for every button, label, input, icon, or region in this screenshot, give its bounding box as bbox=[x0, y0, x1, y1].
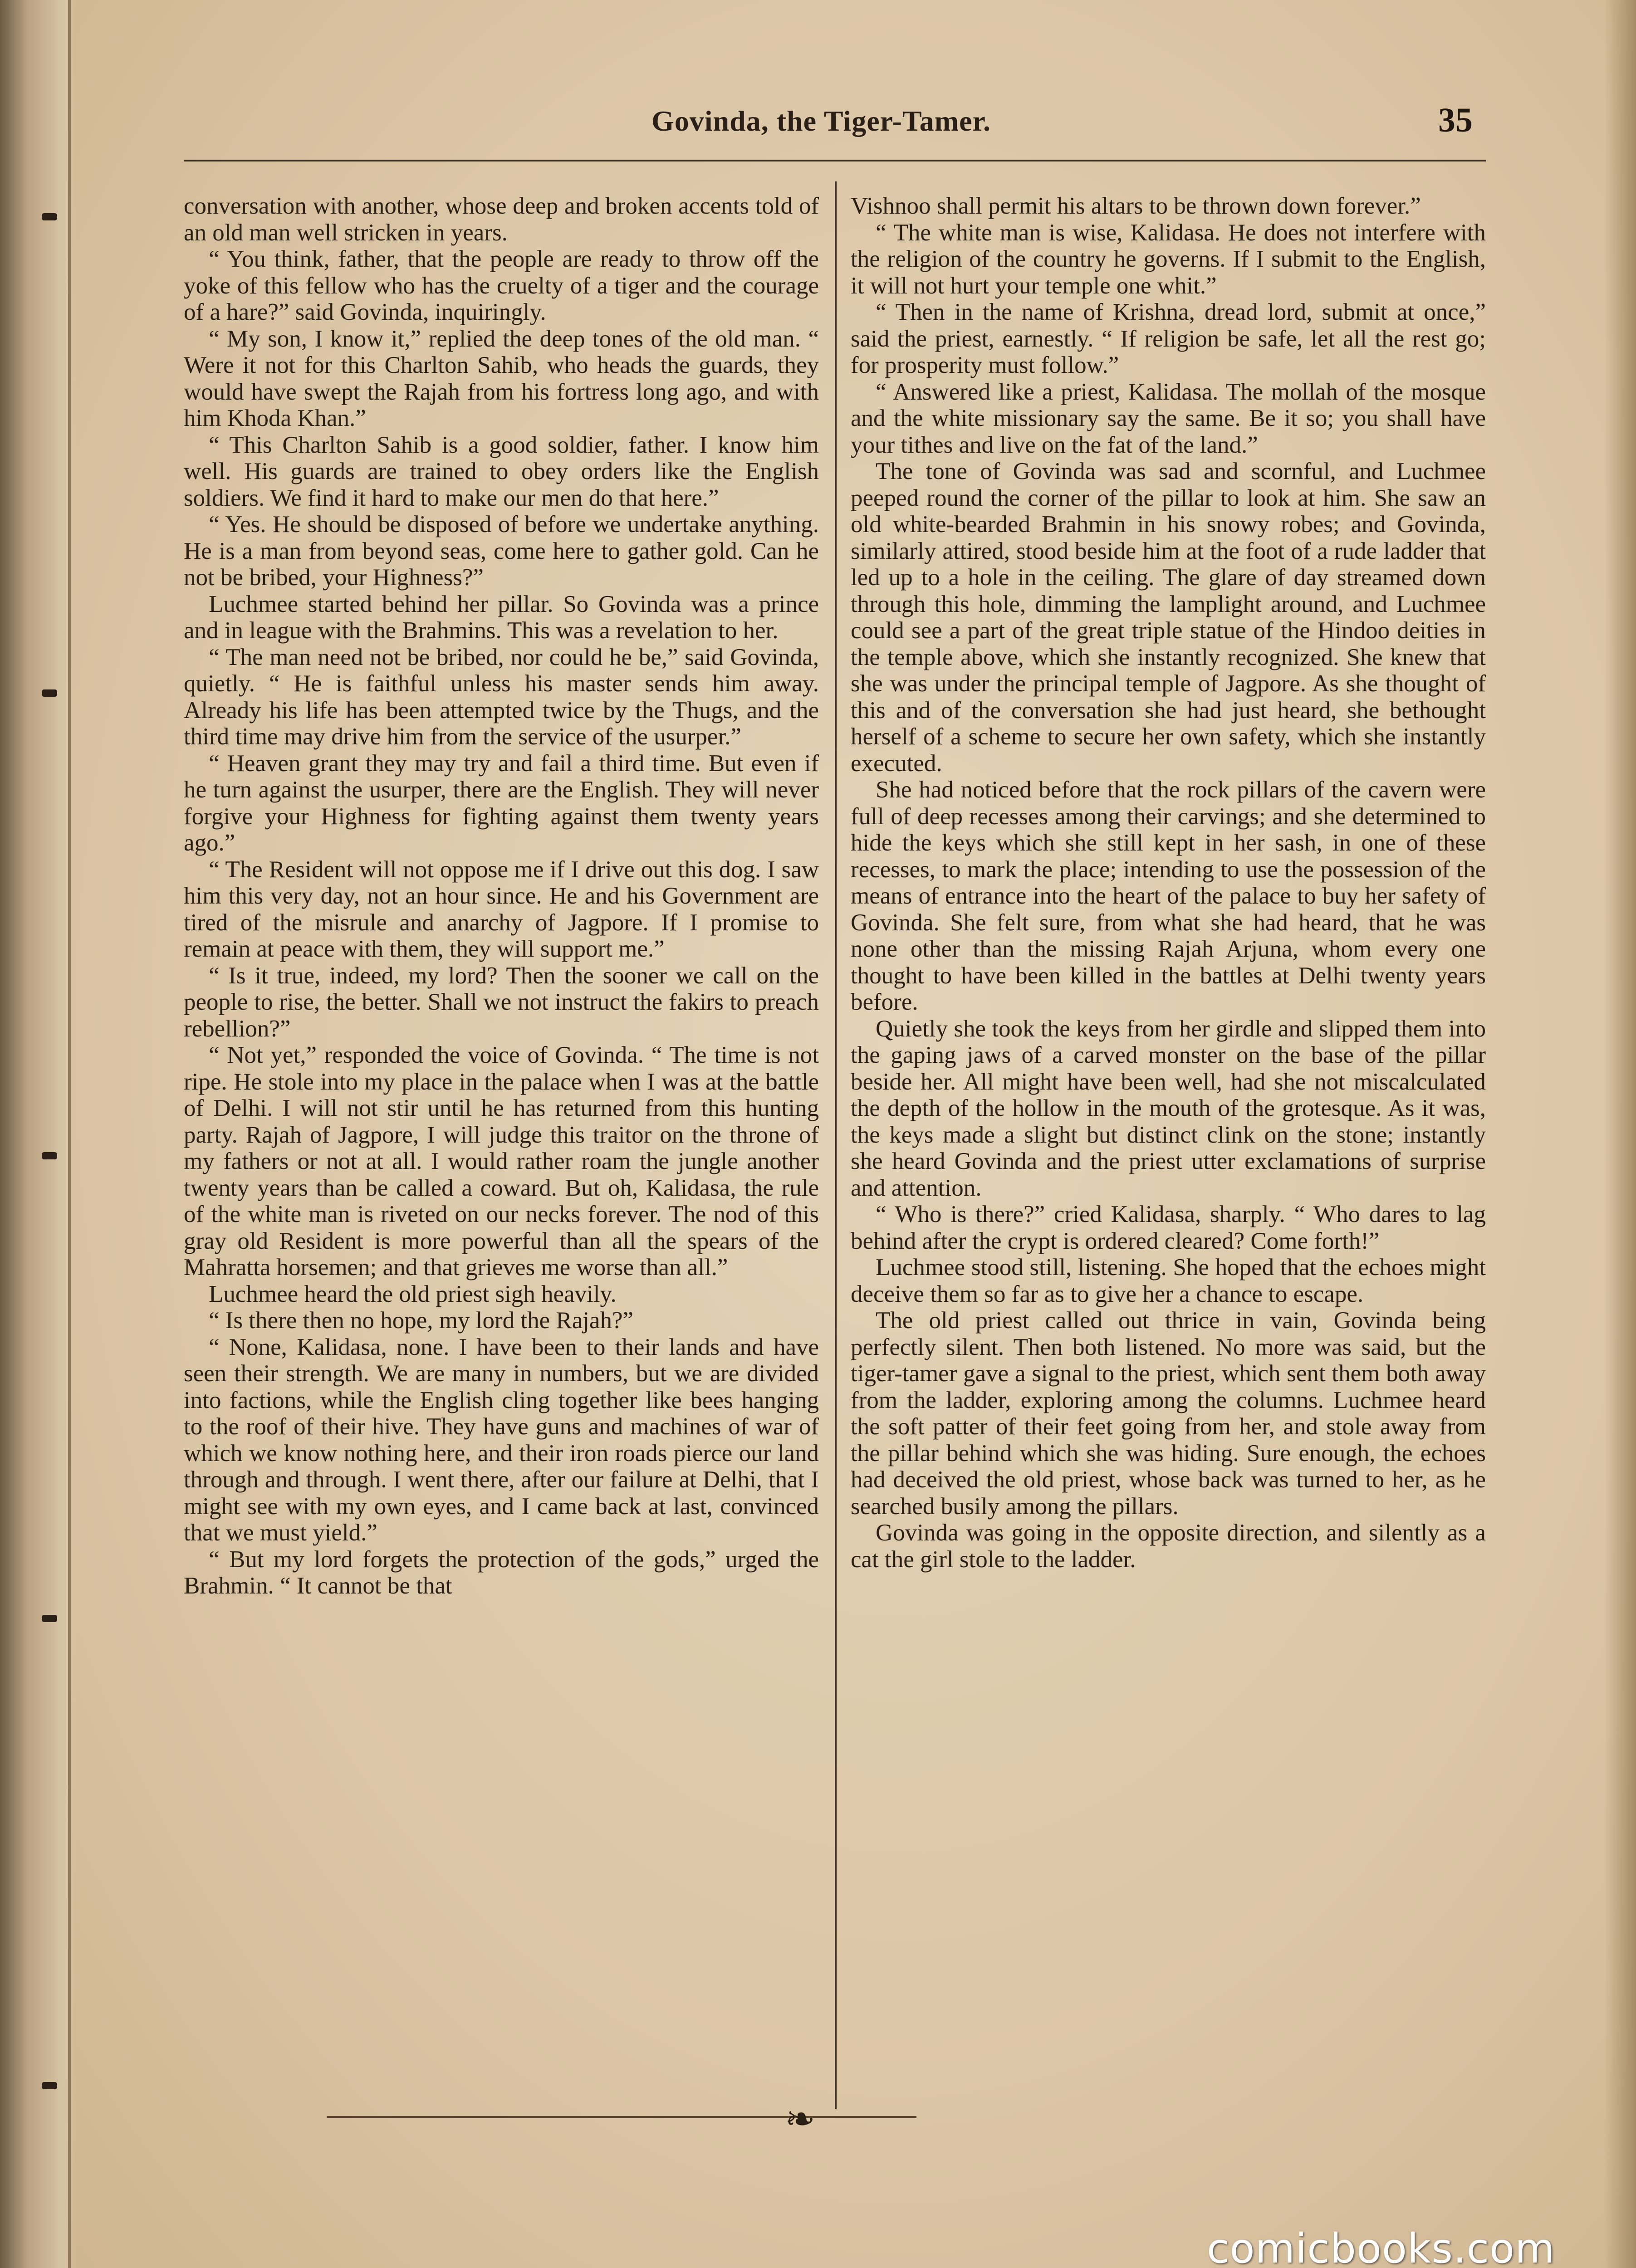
page-number: 35 bbox=[1438, 101, 1473, 139]
paragraph: “ Is it true, indeed, my lord? Then the sooner we call on the people to rise, the better. Shall we not instruct the fakirs to preach rebellion?” bbox=[184, 962, 819, 1042]
paragraph: Luchmee heard the old priest sigh heavily. bbox=[209, 1281, 617, 1307]
paragraph: The old priest called out thrice in vain, Govinda being perfectly silent. Then both listened. No more was said, but the tiger-tamer gave a signal to the priest, which sent them both away from the ladder, exploring among the columns. Luchmee heard the soft patter of their feet going from her, and stole away from the pillar behind which she was hiding. Sure enough, the echoes had deceived the old priest, whose back was turned to her, as he searched busily among the pillars. bbox=[851, 1307, 1486, 1520]
binding-stitch-mark bbox=[42, 1615, 57, 1622]
header-rule bbox=[184, 160, 1486, 161]
paragraph: “ Not yet,” responded the voice of Govinda. “ The time is not ripe. He stole into my place in the palace when I was at the battle of Delhi. I will not stir until he has returned from this hunting party. Rajah of Jagpore, I will judge this traitor on the throne of my fathers or not at all. I would rather roam the jungle another twenty years than be called a coward. But oh, Kalidasa, the rule of the white man is riveted on our necks forever. The nod of this gray old Resident is more powerful than all the spears of the Mahratta horsemen; and that grieves me worse than all.” bbox=[184, 1042, 819, 1281]
paragraph: Luchmee stood still, listening. She hoped that the echoes might deceive them so far as to give her a chance to escape. bbox=[851, 1254, 1486, 1307]
paragraph: “ Yes. He should be disposed of before we undertake anything. He is a man from beyond seas, come here to gather gold. Can he not be bribed, your Highness?” bbox=[184, 511, 819, 591]
footer-flourish-icon: ❧ bbox=[785, 2098, 816, 2140]
paragraph: “ Heaven grant they may try and fail a third time. But even if he turn against the usurper, there are the English. They will never forgive your Highness for fighting against them twenty years ago.” bbox=[184, 750, 819, 856]
binding-stitch-mark bbox=[42, 689, 57, 697]
site-watermark: comicbooks.com bbox=[1207, 2225, 1555, 2268]
paragraph: “ You think, father, that the people are ready to throw off the yoke of this fellow who has the cruelty of a tiger and the courage of a hare?” said Govinda, inquiringly. bbox=[184, 246, 819, 325]
paragraph: Govinda was going in the opposite direction, and silently as a cat the girl stole to the ladder. bbox=[851, 1520, 1486, 1573]
paragraph: “ Is there then no hope, my lord the Rajah?” bbox=[209, 1307, 634, 1334]
paragraph: “ None, Kalidasa, none. I have been to their lands and have seen their strength. We are many in numbers, but we are divided into factions, while the English cling together like bees hanging to the roof of their hive. They have guns and machines of war of which we know nothing here, and their iron roads pierce our land through and through. I went there, after our failure at Delhi, that I might see with my own eyes, and I came back at last, convinced that we must yield.” bbox=[184, 1334, 819, 1546]
paragraph: “ But my lord forgets the protection of the gods,” urged the Brahmin. “ It cannot be that bbox=[184, 1546, 819, 1599]
binding-fold bbox=[68, 0, 71, 2268]
paragraph: Quietly she took the keys from her girdle and slipped them into the gaping jaws of a carved monster on the base of the pillar beside her. All might have been well, had she not miscalculated the depth of the hollow in the mouth of the grotesque. As it was, the keys made a slight but distinct clink on the stone; instantly she heard Govinda and the priest utter exclamations of surprise and attention. bbox=[851, 1015, 1486, 1201]
paragraph: “ This Charlton Sahib is a good soldier, father. I know him well. His guards are trained to obey orders like the English soldiers. We find it hard to make our men do that here.” bbox=[184, 431, 819, 511]
binding-stitch-mark bbox=[42, 1152, 57, 1159]
page-edge-shadow bbox=[1604, 0, 1636, 2268]
paragraph: The tone of Govinda was sad and scornful, and Luchmee peeped round the corner of the pillar to look at him. She saw an old white-bearded Brahmin in his snowy robes; and Govinda, similarly attired, stood beside him at the foot of a rude ladder that led up to a hole in the ceiling. The glare of day streamed down through this hole, dimming the lamplight around, and Luchmee could see a part of the great triple statue of the Hindoo deities in the temple above, which she instantly recognized. She knew that she was under the principal temple of Jagpore. As she thought of this and of the conversation she had just heard, she bethought herself of a scheme to secure her own safety, which she instantly executed. bbox=[851, 458, 1486, 777]
right-column bbox=[851, 193, 1486, 1573]
paragraph: “ Who is there?” cried Kalidasa, sharply. “ Who dares to lag behind after the crypt is ordered cleared? Come forth!” bbox=[851, 1201, 1486, 1254]
paragraph: “ My son, I know it,” replied the deep tones of the old man. “ Were it not for this Charlton Sahib, who heads the guards, they would have swept the Rajah from his fortress long ago, and with him Khoda Khan.” bbox=[184, 325, 819, 431]
paragraph: Vishnoo shall permit his altars to be thrown down forever.” bbox=[851, 193, 1421, 219]
footer-rule bbox=[327, 2116, 916, 2118]
binding-stitch-mark bbox=[42, 2082, 57, 2089]
binding-stitch-mark bbox=[42, 213, 57, 220]
paragraph: Luchmee started behind her pillar. So Govinda was a prince and in league with the Brahmins. This was a revelation to her. bbox=[184, 591, 819, 644]
paragraph: She had noticed before that the rock pillars of the cavern were full of deep recesses among their carvings; and she determined to hide the keys which she still kept in her sash, in one of these recesses, to mark the place; intending to use the possession of the means of entrance into the heart of the palace to buy her safety of Govinda. She felt sure, from what she had heard, that he was none other than the missing Rajah Arjuna, whom every one thought to have been killed in the battles at Delhi twenty years before. bbox=[851, 777, 1486, 1015]
paragraph: “ Answered like a priest, Kalidasa. The mollah of the mosque and the white missionary say the same. Be it so; you shall have your tithes and live on the fat of the land.” bbox=[851, 378, 1486, 458]
paragraph: “ Then in the name of Krishna, dread lord, submit at once,” said the priest, earnestly. “ If religion be safe, let all the rest go; for prosperity must follow.” bbox=[851, 299, 1486, 378]
paragraph: “ The white man is wise, Kalidasa. He does not interfere with the religion of the country he governs. If I submit to the English, it will not hurt your temple one whit.” bbox=[851, 219, 1486, 299]
column-divider bbox=[835, 181, 837, 2109]
paragraph: conversation with another, whose deep and broken accents told of an old man well stricken in years. bbox=[184, 193, 819, 246]
binding-shadow bbox=[0, 0, 77, 2268]
paragraph: “ The Resident will not oppose me if I drive out this dog. I saw him this very day, not an hour since. He and his Government are tired of the misrule and anarchy of Jagpore. If I promise to remain at peace with them, they will support me.” bbox=[184, 856, 819, 962]
running-title: Govinda, the Tiger-Tamer. bbox=[651, 105, 991, 137]
left-column bbox=[184, 193, 819, 1599]
paragraph: “ The man need not be bribed, nor could he be,” said Govinda, quietly. “ He is faithful unless his master sends him away. Already his life has been attempted twice by the Thugs, and the third time may drive him from the service of the usurper.” bbox=[184, 644, 819, 750]
